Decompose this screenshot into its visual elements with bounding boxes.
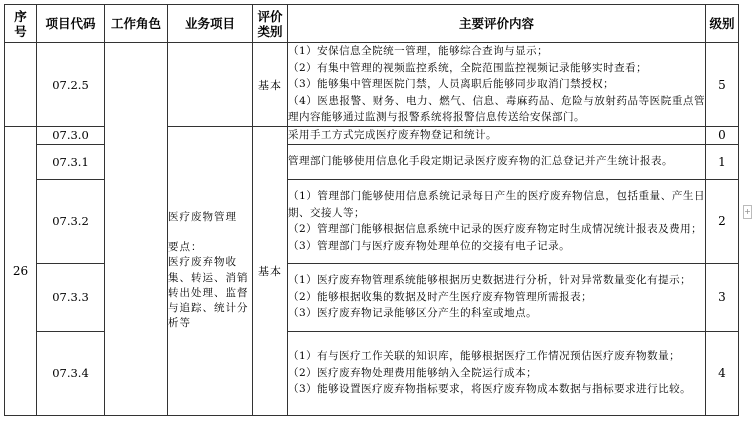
seq-cell: 26 — [5, 127, 37, 416]
content-line: （3）管理部门与医疗废弃物处理单位的交接有电子记录。 — [288, 239, 571, 252]
role-cell — [105, 43, 168, 416]
level-cell: 2 — [706, 179, 739, 263]
content-cell — [288, 263, 706, 331]
content-line: （2）医疗废弃物处理费用能够纳入全院运行成本； — [288, 366, 538, 379]
seq-cell — [5, 43, 37, 127]
header-code: 项目代码 — [37, 5, 105, 43]
level-cell: 1 — [706, 144, 739, 179]
code-cell: 07.3.3 — [37, 263, 105, 331]
code-cell: 07.2.5 — [37, 43, 105, 127]
level-cell: 5 — [706, 43, 739, 127]
content-line: （3）能够集中管理医院门禁，人员离职后能够同步取消门禁授权； — [288, 78, 615, 91]
header-business: 业务项目 — [168, 5, 253, 43]
content-line: （4）医患报警、财务、电力、燃气、信息、毒麻药品、危险与放射药品等医院重点管理内容能够通过监测与报警系统将报警信息传送给安保部门。 — [288, 94, 705, 124]
header-content: 主要评价内容 — [288, 5, 706, 43]
header-row — [5, 5, 739, 43]
code-cell: 07.3.2 — [37, 179, 105, 263]
level-cell: 4 — [706, 331, 739, 415]
content-line: （2）能够根据收集的数据及时产生医疗废弃物管理所需报表； — [288, 290, 593, 303]
header-role: 工作角色 — [105, 5, 168, 43]
header-seq: 序号 — [5, 5, 37, 43]
business-points: 医疗废弃物收集、转运、消销转出处理、监督与追踪、统计分析等 — [168, 256, 249, 330]
evaluation-table — [4, 4, 739, 416]
header-eval-type: 评价类别 — [253, 5, 288, 43]
business-title: 医疗废物管理 — [168, 211, 237, 224]
eval-type-cell: 基本 — [253, 127, 288, 416]
content-cell — [288, 144, 706, 179]
content-line: （1）医疗废弃物管理系统能够根据历史数据进行分析，针对异常数量变化有提示； — [288, 274, 692, 287]
eval-type-cell: 基本 — [253, 43, 288, 127]
business-points-label: 要点： — [168, 241, 203, 254]
content-cell — [288, 331, 706, 415]
level-cell: 3 — [706, 263, 739, 331]
code-cell: 07.3.4 — [37, 331, 105, 415]
content-line: （1）安保信息全院统一管理，能够综合查询与显示； — [288, 45, 549, 58]
add-row-handle[interactable]: + — [743, 205, 752, 219]
code-cell: 07.3.0 — [37, 127, 105, 145]
content-line: 采用手工方式完成医疗废弃物登记和统计。 — [288, 129, 497, 141]
content-line: （2）管理部门能够根据信息系统中记录的医疗废弃物定时生成情况统计报表及费用； — [288, 223, 703, 236]
table-row — [5, 43, 739, 127]
level-cell: 0 — [706, 127, 739, 145]
content-line: （3）能够设置医疗废弃物指标要求，将医疗废弃物成本数据与指标要求进行比较。 — [288, 383, 692, 396]
content-cell — [288, 127, 706, 145]
code-cell: 07.3.1 — [37, 144, 105, 179]
business-cell — [168, 43, 253, 127]
content-line: （3）医疗废弃物记录能够区分产生的科室或地点。 — [288, 307, 538, 320]
content-line: （1）有与医疗工作关联的知识库，能够根据医疗工作情况预估医疗废弃物数量； — [288, 350, 681, 363]
header-level: 级别 — [706, 5, 739, 43]
content-cell — [288, 179, 706, 263]
content-line: 管理部门能够使用信息化手段定期记录医疗废弃物的汇总登记并产生统计报表。 — [288, 155, 673, 168]
content-line: （2）有集中管理的视频监控系统，全院范围监控视频记录能够实时查看； — [288, 61, 648, 74]
content-line: （1）管理部门能够使用信息系统记录每日产生的医疗废弃物信息，包括重量、产生日期、交接人等； — [288, 189, 705, 219]
business-cell — [168, 127, 253, 416]
content-cell — [288, 43, 706, 127]
